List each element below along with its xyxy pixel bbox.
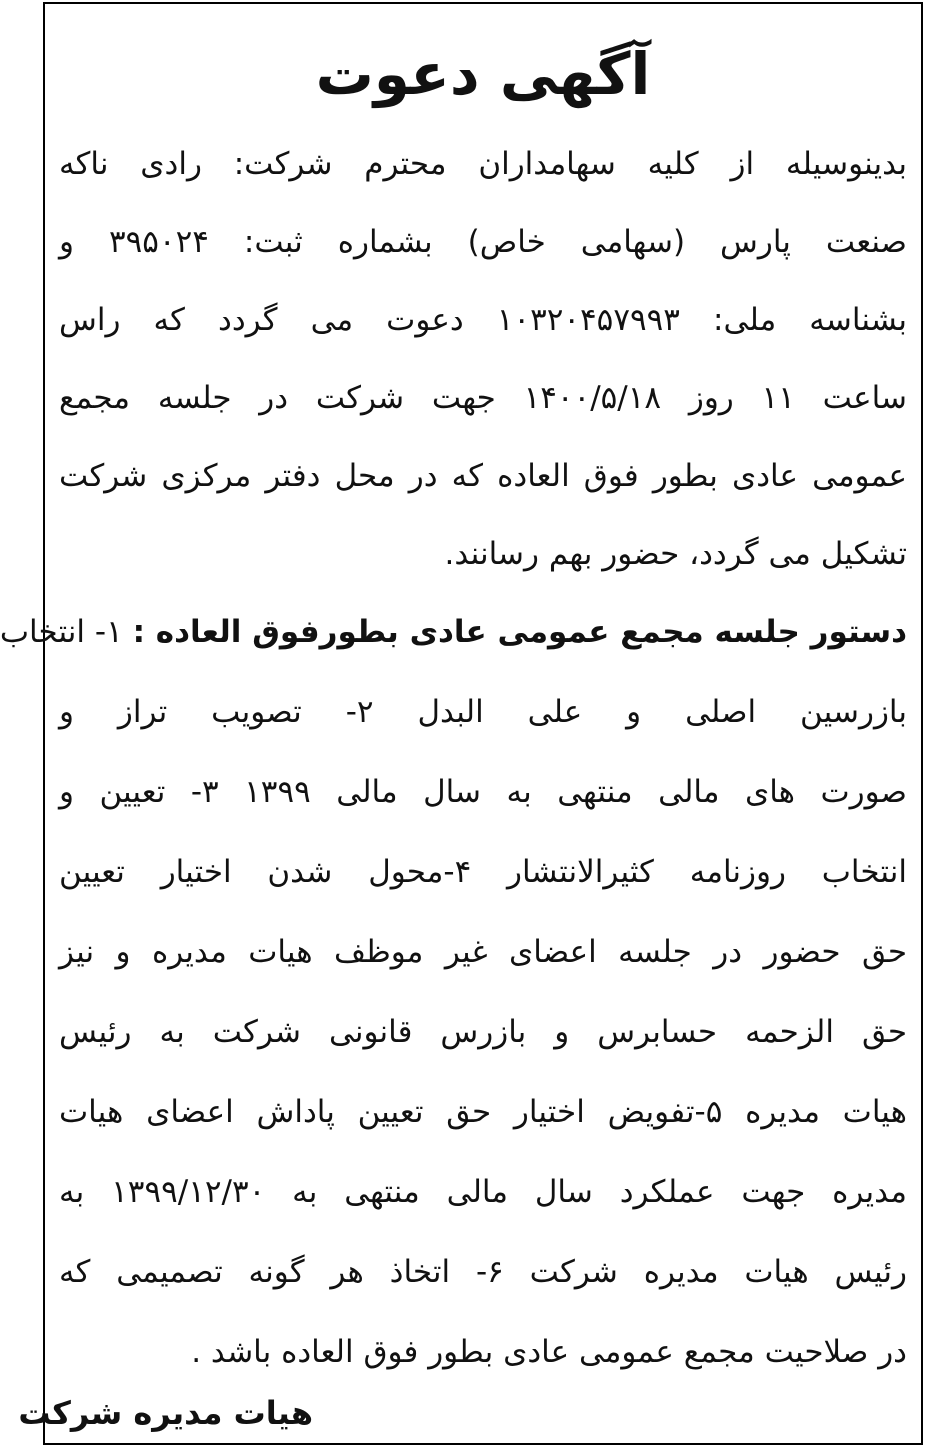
agenda-line-5: حق حضور در جلسه اعضای غیر موظف هیات مدیره و نیز xyxy=(59,934,907,970)
agenda-line-3: صورت های مالی منتهی به سال مالی ۱۳۹۹ ۳- تعیین و xyxy=(59,774,907,810)
paragraph-line-6: تشکیل می گردد، حضور بهم رسانند. xyxy=(444,536,907,572)
agenda-heading: دستور جلسه مجمع عمومی عادی بطورفوق العاده : xyxy=(132,614,907,650)
signature: هیات مدیره شرکت xyxy=(18,1394,313,1432)
paragraph-line-3: بشناسه ملی: ۱۰۳۲۰۴۵۷۹۹۳ دعوت می گردد که راس xyxy=(59,302,907,338)
agenda-line-9: رئیس هیات مدیره شرکت ۶- اتخاذ هر گونه تصمیمی که xyxy=(59,1254,907,1290)
agenda-line-8: مدیره جهت عملکرد سال مالی منتهی به ۱۳۹۹/۱۲/۳۰ به xyxy=(59,1174,907,1210)
notice-frame xyxy=(0,2,923,1445)
agenda-line-7: هیات مدیره ۵-تفویض اختیار حق تعیین پاداش اعضای هیات xyxy=(59,1094,907,1130)
paragraph-line-1: بدینوسیله از کلیه سهامداران محترم شرکت: رادی ناکه xyxy=(59,146,907,182)
agenda-line-4: انتخاب روزنامه کثیرالانتشار ۴-محول شدن اختیار تعیین xyxy=(59,854,907,890)
agenda-line-1 xyxy=(0,610,907,654)
paragraph-line-5: عمومی عادی بطور فوق العاده که در محل دفتر مرکزی شرکت xyxy=(59,458,907,494)
paragraph-line-4: ساعت ۱۱ روز ۱۴۰۰/۵/۱۸ جهت شرکت در جلسه مجمع xyxy=(59,380,907,416)
agenda-line-10: در صلاحیت مجمع عمومی عادی بطور فوق العاده باشد . xyxy=(191,1334,907,1370)
paragraph-line-2: صنعت پارس (سهامی خاص) بشماره ثبت: ۳۹۵۰۲۴ و xyxy=(59,224,907,260)
agenda-item-1: ۱- انتخاب xyxy=(0,614,123,650)
notice-title: آگهی دعوت xyxy=(315,40,651,108)
agenda-line-6: حق الزحمه حسابرس و بازرس قانونی شرکت به رئیس xyxy=(59,1014,907,1050)
agenda-line-2: بازرسین اصلی و علی البدل ۲- تصویب تراز و xyxy=(59,694,907,730)
